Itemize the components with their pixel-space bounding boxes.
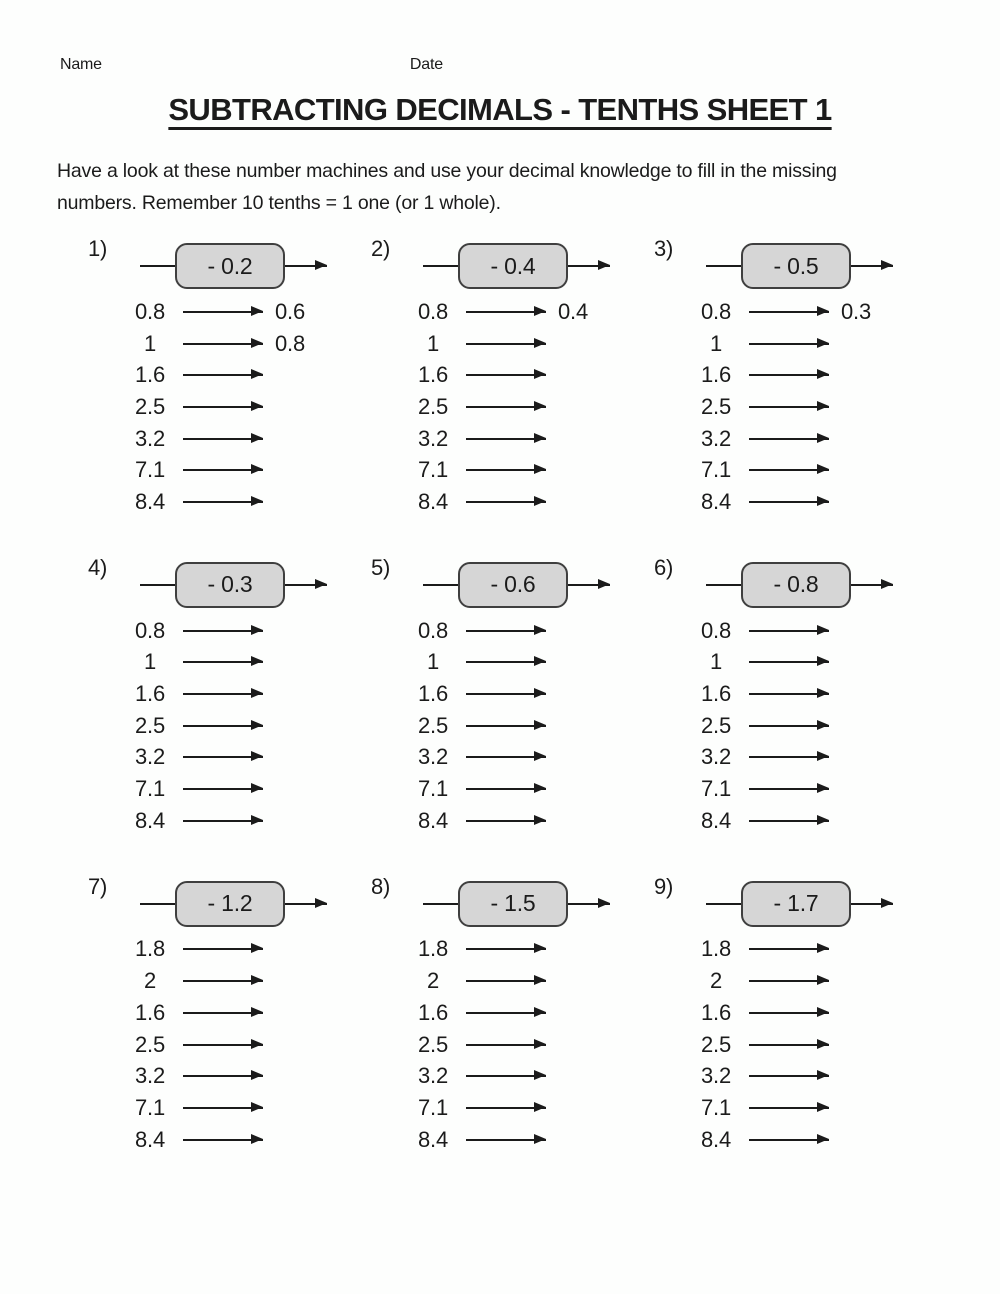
io-row bbox=[57, 423, 340, 455]
arrow-icon bbox=[749, 1044, 829, 1046]
io-row bbox=[340, 710, 623, 742]
arrow-icon bbox=[183, 1012, 263, 1014]
machine-operation-box bbox=[458, 881, 568, 927]
arrow-icon bbox=[466, 501, 546, 503]
name-label: Name bbox=[60, 56, 102, 73]
io-row bbox=[623, 805, 906, 837]
input-value: 2.5 bbox=[135, 712, 165, 738]
io-row bbox=[623, 296, 906, 328]
input-value: 7.1 bbox=[135, 1094, 165, 1120]
input-value: 7.1 bbox=[135, 776, 165, 802]
arrow-icon bbox=[466, 1075, 546, 1077]
input-value: 8.4 bbox=[418, 488, 448, 514]
io-row bbox=[340, 1124, 623, 1156]
io-row bbox=[57, 328, 340, 360]
arrow-icon bbox=[749, 501, 829, 503]
input-value: 3.2 bbox=[135, 1063, 165, 1089]
io-row bbox=[57, 359, 340, 391]
io-row bbox=[340, 997, 623, 1029]
io-row bbox=[57, 647, 340, 679]
arrow-icon bbox=[183, 630, 263, 632]
number-machine bbox=[340, 873, 623, 927]
io-row bbox=[57, 486, 340, 518]
input-value: 8.4 bbox=[418, 1126, 448, 1152]
arrow-icon bbox=[749, 438, 829, 440]
arrow-icon bbox=[749, 343, 829, 345]
arrow-icon bbox=[749, 1012, 829, 1014]
arrow-icon bbox=[183, 501, 263, 503]
input-value: 3.2 bbox=[135, 425, 165, 451]
input-value: 1 bbox=[709, 649, 723, 675]
io-row bbox=[340, 1029, 623, 1061]
arrow-icon bbox=[749, 406, 829, 408]
input-value: 1.8 bbox=[701, 936, 731, 962]
io-row bbox=[623, 391, 906, 423]
arrow-icon bbox=[749, 788, 829, 790]
io-rows bbox=[340, 296, 623, 518]
io-rows bbox=[57, 615, 340, 837]
io-row bbox=[623, 965, 906, 997]
io-rows bbox=[57, 934, 340, 1156]
io-row bbox=[57, 742, 340, 774]
arrow-icon bbox=[466, 438, 546, 440]
io-row bbox=[340, 1060, 623, 1092]
arrow-icon bbox=[183, 311, 263, 313]
arrow-icon bbox=[183, 374, 263, 376]
problem-number: 3) bbox=[654, 236, 674, 261]
problems-grid bbox=[0, 236, 1000, 1155]
input-value: 3.2 bbox=[701, 425, 731, 451]
input-value: 2.5 bbox=[135, 393, 165, 419]
input-value: 1.6 bbox=[701, 681, 731, 707]
io-row bbox=[57, 965, 340, 997]
input-value: 1.6 bbox=[418, 999, 448, 1025]
instructions bbox=[57, 155, 937, 219]
number-machine bbox=[340, 236, 623, 289]
machine-output-arrow-icon bbox=[285, 584, 327, 586]
operation-label: - 0.5 bbox=[773, 252, 819, 279]
operation-label: - 1.2 bbox=[207, 890, 253, 917]
problem-block bbox=[57, 236, 340, 518]
io-row bbox=[623, 934, 906, 966]
operation-label: - 0.3 bbox=[207, 571, 253, 598]
number-machine bbox=[57, 873, 340, 927]
io-row bbox=[623, 486, 906, 518]
arrow-icon bbox=[183, 1107, 263, 1109]
arrow-icon bbox=[466, 725, 546, 727]
machine-input-line bbox=[423, 903, 458, 905]
arrow-icon bbox=[749, 980, 829, 982]
arrow-icon bbox=[183, 756, 263, 758]
io-row bbox=[340, 805, 623, 837]
io-rows bbox=[57, 296, 340, 518]
operation-label: - 1.5 bbox=[490, 890, 536, 917]
io-row bbox=[340, 965, 623, 997]
input-value: 2.5 bbox=[418, 712, 448, 738]
input-value: 0.8 bbox=[701, 617, 731, 643]
input-value: 1.6 bbox=[135, 362, 165, 388]
instructions-line-2: numbers. Remember 10 tenths = 1 one (or 1 whole). bbox=[57, 192, 501, 214]
io-row bbox=[340, 486, 623, 518]
io-row bbox=[340, 391, 623, 423]
arrow-icon bbox=[466, 661, 546, 663]
machine-input-line bbox=[706, 584, 741, 586]
problem-block bbox=[623, 236, 906, 518]
io-row bbox=[623, 710, 906, 742]
machine-operation-box bbox=[175, 562, 285, 608]
input-value: 1.6 bbox=[701, 362, 731, 388]
input-value: 2.5 bbox=[701, 393, 731, 419]
io-row bbox=[340, 1092, 623, 1124]
io-row bbox=[57, 934, 340, 966]
io-row bbox=[57, 615, 340, 647]
machine-input-line bbox=[140, 584, 175, 586]
arrow-icon bbox=[749, 1139, 829, 1141]
arrow-icon bbox=[466, 1107, 546, 1109]
input-value: 2 bbox=[426, 968, 440, 994]
problem-block bbox=[340, 873, 623, 1156]
io-row bbox=[57, 296, 340, 328]
problem-number: 6) bbox=[654, 554, 674, 580]
arrow-icon bbox=[466, 343, 546, 345]
arrow-icon bbox=[466, 820, 546, 822]
io-row bbox=[340, 678, 623, 710]
io-row bbox=[57, 1092, 340, 1124]
arrow-icon bbox=[466, 1012, 546, 1014]
machine-output-arrow-icon bbox=[568, 903, 610, 905]
machine-operation-box bbox=[741, 243, 851, 289]
number-machine bbox=[57, 236, 340, 289]
arrow-icon bbox=[183, 661, 263, 663]
io-row bbox=[340, 423, 623, 455]
arrow-icon bbox=[183, 343, 263, 345]
operation-label: - 0.2 bbox=[207, 252, 253, 279]
operation-label: - 0.6 bbox=[490, 571, 536, 598]
problem-block bbox=[340, 236, 623, 518]
date-label: Date bbox=[409, 56, 443, 73]
problem-block bbox=[57, 554, 340, 837]
io-row bbox=[340, 296, 623, 328]
machine-input-line bbox=[706, 903, 741, 905]
input-value: 2.5 bbox=[701, 712, 731, 738]
io-row bbox=[57, 805, 340, 837]
io-row bbox=[340, 773, 623, 805]
io-row bbox=[623, 328, 906, 360]
title-wrap bbox=[0, 92, 1000, 128]
arrow-icon bbox=[749, 1075, 829, 1077]
io-row bbox=[623, 997, 906, 1029]
machine-input-line bbox=[706, 265, 741, 267]
input-value: 1.6 bbox=[418, 681, 448, 707]
input-value: 2 bbox=[709, 968, 723, 994]
io-row bbox=[623, 1124, 906, 1156]
input-value: 7.1 bbox=[418, 1094, 448, 1120]
operation-label: - 0.4 bbox=[490, 252, 536, 279]
input-value: 3.2 bbox=[701, 1063, 731, 1089]
io-row bbox=[623, 615, 906, 647]
arrow-icon bbox=[183, 1075, 263, 1077]
io-row bbox=[340, 328, 623, 360]
arrow-icon bbox=[466, 1044, 546, 1046]
arrow-icon bbox=[183, 693, 263, 695]
problem-number: 4) bbox=[88, 554, 108, 580]
io-row bbox=[57, 710, 340, 742]
machine-operation-box bbox=[741, 562, 851, 608]
input-value: 8.4 bbox=[418, 807, 448, 833]
io-row bbox=[57, 678, 340, 710]
io-row bbox=[623, 647, 906, 679]
io-row bbox=[340, 454, 623, 486]
arrow-icon bbox=[749, 374, 829, 376]
io-row bbox=[57, 454, 340, 486]
io-row bbox=[623, 773, 906, 805]
problem-number: 8) bbox=[371, 873, 391, 899]
input-value: 0.8 bbox=[135, 298, 165, 324]
io-row bbox=[623, 742, 906, 774]
machine-operation-box bbox=[175, 881, 285, 927]
io-row bbox=[57, 773, 340, 805]
machine-operation-box bbox=[741, 881, 851, 927]
input-value: 2.5 bbox=[418, 1031, 448, 1057]
operation-label: - 1.7 bbox=[773, 890, 819, 917]
io-row bbox=[340, 647, 623, 679]
arrow-icon bbox=[749, 661, 829, 663]
arrow-icon bbox=[183, 948, 263, 950]
machine-output-arrow-icon bbox=[851, 584, 893, 586]
arrow-icon bbox=[466, 469, 546, 471]
input-value: 3.2 bbox=[418, 1063, 448, 1089]
arrow-icon bbox=[466, 374, 546, 376]
input-value: 8.4 bbox=[701, 1126, 731, 1152]
arrow-icon bbox=[183, 1139, 263, 1141]
arrow-icon bbox=[466, 311, 546, 313]
machine-operation-box bbox=[458, 243, 568, 289]
arrow-icon bbox=[183, 820, 263, 822]
io-row bbox=[57, 1124, 340, 1156]
input-value: 7.1 bbox=[135, 457, 165, 483]
input-value: 3.2 bbox=[418, 744, 448, 770]
output-value: 0.4 bbox=[558, 298, 588, 324]
number-machine bbox=[623, 873, 906, 927]
arrow-icon bbox=[749, 469, 829, 471]
machine-output-arrow-icon bbox=[285, 265, 327, 267]
arrow-icon bbox=[183, 438, 263, 440]
problem-number: 9) bbox=[654, 873, 674, 899]
arrow-icon bbox=[749, 1107, 829, 1109]
problem-block bbox=[623, 873, 906, 1156]
input-value: 2.5 bbox=[701, 1031, 731, 1057]
machine-output-arrow-icon bbox=[568, 584, 610, 586]
number-machine bbox=[57, 554, 340, 608]
arrow-icon bbox=[466, 980, 546, 982]
input-value: 2.5 bbox=[135, 1031, 165, 1057]
io-row bbox=[57, 1060, 340, 1092]
input-value: 1.8 bbox=[135, 936, 165, 962]
io-row bbox=[340, 359, 623, 391]
input-value: 7.1 bbox=[418, 457, 448, 483]
input-value: 1.6 bbox=[135, 681, 165, 707]
problem-block bbox=[57, 873, 340, 1156]
io-rows bbox=[623, 615, 906, 837]
io-row bbox=[57, 1029, 340, 1061]
io-row bbox=[57, 997, 340, 1029]
input-value: 7.1 bbox=[701, 776, 731, 802]
machine-operation-box bbox=[458, 562, 568, 608]
input-value: 0.8 bbox=[418, 617, 448, 643]
input-value: 3.2 bbox=[418, 425, 448, 451]
arrow-icon bbox=[466, 756, 546, 758]
arrow-icon bbox=[749, 630, 829, 632]
machine-input-line bbox=[140, 903, 175, 905]
input-value: 7.1 bbox=[701, 1094, 731, 1120]
machine-operation-box bbox=[175, 243, 285, 289]
machine-input-line bbox=[140, 265, 175, 267]
arrow-icon bbox=[183, 406, 263, 408]
arrow-icon bbox=[183, 788, 263, 790]
input-value: 1.8 bbox=[418, 936, 448, 962]
input-value: 8.4 bbox=[135, 488, 165, 514]
io-row bbox=[340, 742, 623, 774]
machine-input-line bbox=[423, 584, 458, 586]
input-value: 1 bbox=[143, 330, 157, 356]
arrow-icon bbox=[466, 406, 546, 408]
arrow-icon bbox=[183, 469, 263, 471]
io-rows bbox=[623, 934, 906, 1156]
io-row bbox=[340, 934, 623, 966]
input-value: 0.8 bbox=[701, 298, 731, 324]
machine-input-line bbox=[423, 265, 458, 267]
number-machine bbox=[623, 236, 906, 289]
problem-block bbox=[340, 554, 623, 837]
io-row bbox=[623, 1060, 906, 1092]
io-row bbox=[340, 615, 623, 647]
input-value: 8.4 bbox=[701, 807, 731, 833]
machine-output-arrow-icon bbox=[568, 265, 610, 267]
input-value: 0.8 bbox=[135, 617, 165, 643]
operation-label: - 0.8 bbox=[773, 571, 819, 598]
arrow-icon bbox=[466, 1139, 546, 1141]
arrow-icon bbox=[183, 1044, 263, 1046]
io-rows bbox=[340, 934, 623, 1156]
input-value: 1 bbox=[143, 649, 157, 675]
problem-number: 7) bbox=[88, 873, 108, 899]
arrow-icon bbox=[466, 630, 546, 632]
output-value: 0.6 bbox=[275, 298, 305, 324]
io-row bbox=[623, 1092, 906, 1124]
arrow-icon bbox=[749, 948, 829, 950]
problem-number: 5) bbox=[371, 554, 391, 580]
machine-output-arrow-icon bbox=[851, 265, 893, 267]
page-title: SUBTRACTING DECIMALS - TENTHS SHEET 1 bbox=[168, 92, 832, 127]
arrow-icon bbox=[466, 788, 546, 790]
input-value: 1 bbox=[426, 330, 440, 356]
meta-row bbox=[0, 0, 1000, 74]
number-machine bbox=[340, 554, 623, 608]
output-value: 0.8 bbox=[275, 330, 305, 356]
io-rows bbox=[340, 615, 623, 837]
input-value: 0.8 bbox=[418, 298, 448, 324]
io-rows bbox=[623, 296, 906, 518]
input-value: 1 bbox=[709, 330, 723, 356]
arrow-icon bbox=[749, 820, 829, 822]
arrow-icon bbox=[749, 756, 829, 758]
input-value: 1.6 bbox=[701, 999, 731, 1025]
input-value: 1.6 bbox=[418, 362, 448, 388]
io-row bbox=[623, 423, 906, 455]
io-row bbox=[623, 678, 906, 710]
problem-number: 2) bbox=[371, 236, 391, 261]
arrow-icon bbox=[749, 725, 829, 727]
output-value: 0.3 bbox=[841, 298, 871, 324]
input-value: 8.4 bbox=[135, 1126, 165, 1152]
io-row bbox=[623, 359, 906, 391]
problem-number: 1) bbox=[88, 236, 108, 261]
input-value: 7.1 bbox=[701, 457, 731, 483]
arrow-icon bbox=[749, 693, 829, 695]
problem-block bbox=[623, 554, 906, 837]
arrow-icon bbox=[466, 948, 546, 950]
arrow-icon bbox=[183, 725, 263, 727]
input-value: 2.5 bbox=[418, 393, 448, 419]
machine-output-arrow-icon bbox=[285, 903, 327, 905]
machine-output-arrow-icon bbox=[851, 903, 893, 905]
input-value: 7.1 bbox=[418, 776, 448, 802]
arrow-icon bbox=[749, 311, 829, 313]
input-value: 8.4 bbox=[135, 807, 165, 833]
input-value: 2 bbox=[143, 968, 157, 994]
io-row bbox=[57, 391, 340, 423]
instructions-line-1: Have a look at these number machines and use your decimal knowledge to fill in the missing bbox=[57, 160, 837, 182]
io-row bbox=[623, 1029, 906, 1061]
input-value: 8.4 bbox=[701, 488, 731, 514]
input-value: 1.6 bbox=[135, 999, 165, 1025]
arrow-icon bbox=[183, 980, 263, 982]
number-machine bbox=[623, 554, 906, 608]
io-row bbox=[623, 454, 906, 486]
arrow-icon bbox=[466, 693, 546, 695]
input-value: 3.2 bbox=[135, 744, 165, 770]
input-value: 1 bbox=[426, 649, 440, 675]
input-value: 3.2 bbox=[701, 744, 731, 770]
